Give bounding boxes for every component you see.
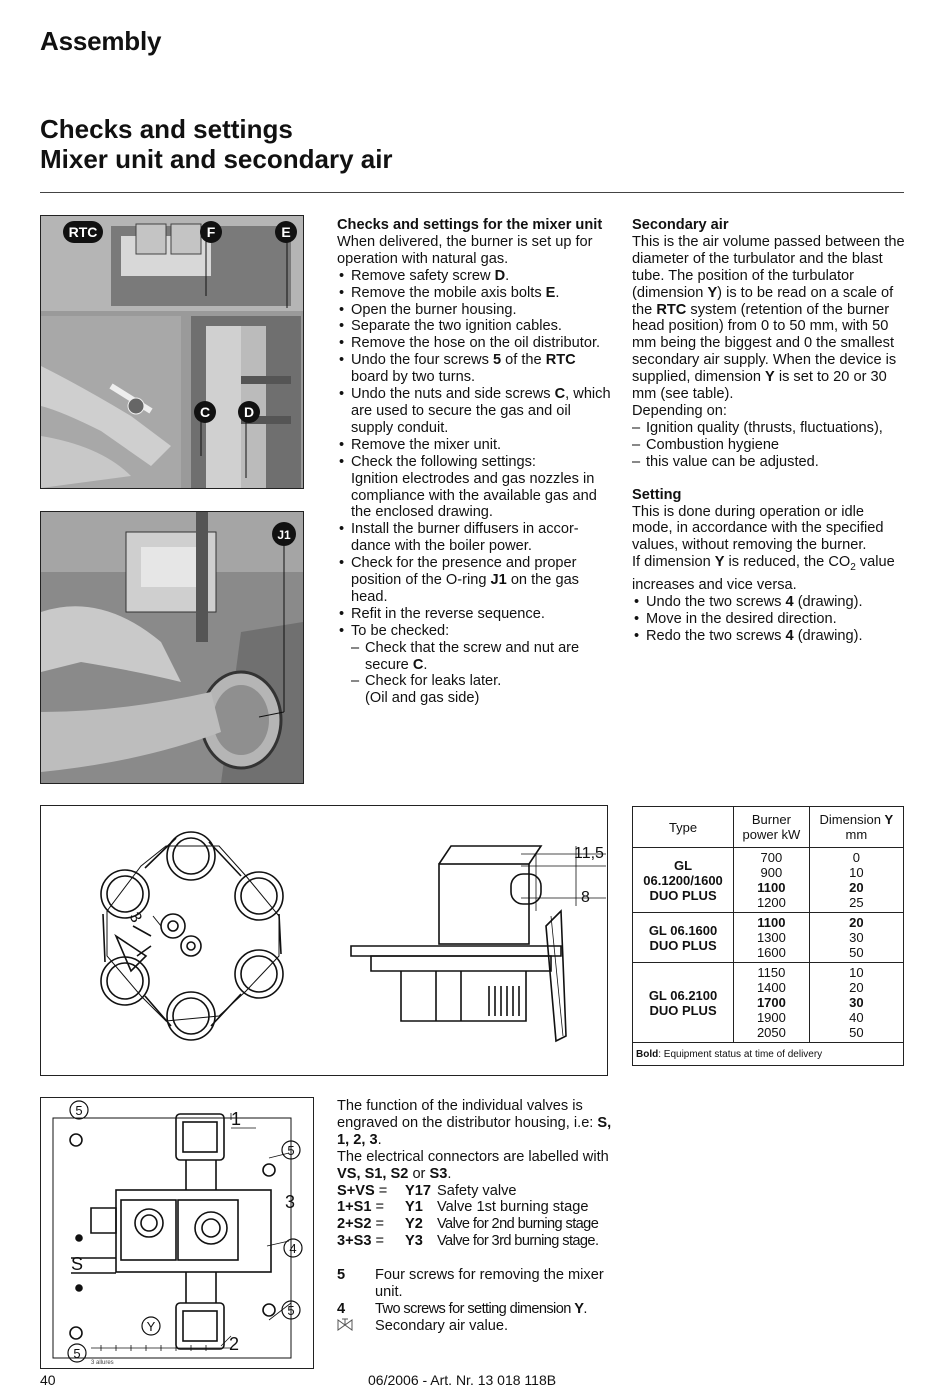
header-power: Burner power kW — [734, 807, 810, 848]
setting-co2: If dimension Y is reduced, the $CO_2$ value increases and vice versa. — [632, 554, 895, 594]
callout-c — [194, 401, 216, 423]
list-item: • Redo the two screws 4 (drawing). — [632, 628, 906, 645]
article-number: 06/2006 - Art. Nr. 13 018 118B — [368, 1372, 557, 1388]
mixer-intro: When delivered, the burner is set up for operation with natural gas. — [337, 233, 593, 267]
photo-mixer-unit-top — [40, 215, 304, 489]
secondary-heading: Secondary air — [632, 217, 729, 233]
svg-text:Y: Y — [146, 1319, 156, 1334]
svg-text:C: C — [199, 404, 211, 420]
legend-row: 2+S2 = Y2 Valve for 2nd burning stage — [337, 1216, 599, 1233]
page-heading-line1: Checks and settings — [40, 114, 293, 144]
page-number: 40 — [40, 1372, 56, 1388]
svg-text:5: 5 — [287, 1143, 295, 1158]
secondary-air-table — [632, 806, 904, 1066]
valve-legend — [337, 1098, 622, 1337]
cell-power: 1100 1300 1600 — [734, 913, 810, 963]
cell-power: 700 900 1100 1200 — [734, 848, 810, 913]
callout-e — [275, 221, 297, 243]
header-dimension: Dimension Y mm — [809, 807, 903, 848]
list-item: • Remove safety screw D. — [337, 268, 612, 285]
drawing-gas-distributor — [40, 1097, 314, 1369]
check-list — [351, 640, 612, 708]
setting-heading: Setting — [632, 486, 682, 503]
svg-text:5: 5 — [75, 1103, 83, 1118]
legend-row: S+VS = Y17 Safety valve — [337, 1182, 517, 1199]
label-s: S — [71, 1254, 84, 1274]
label-y — [142, 1317, 160, 1335]
list-item: • Open the burner housing. — [337, 302, 612, 319]
header-type: Type — [633, 807, 734, 848]
mixer-checks-column — [337, 217, 612, 707]
list-item: • Install the burner diffusers in accor-dance with the boiler power. — [337, 521, 612, 555]
svg-text:E: E — [281, 224, 291, 240]
table-row — [633, 848, 904, 913]
svg-text:F: F — [206, 224, 216, 240]
section-title: Assembly — [40, 26, 162, 56]
legend-row: 1+S1 = Y1 Valve 1st burning stage — [337, 1199, 589, 1216]
svg-text:D: D — [243, 404, 255, 420]
callout-f — [200, 221, 222, 243]
depending-list — [632, 420, 906, 471]
cell-power: 1150 1400 1700 1900 2050 — [734, 963, 810, 1043]
label-3: 3 — [285, 1192, 296, 1212]
list-item: • Check the following settings: Ignition electrodes and gas nozzles in compliance with the available gas and the enclosed drawing. — [337, 454, 612, 522]
setting-steps — [632, 594, 906, 645]
list-item: • Undo the four screws 5 of the RTC board by two turns. — [337, 352, 612, 386]
page-heading — [40, 114, 393, 174]
dim-3: 3 — [125, 909, 145, 926]
scale-text: 3 allures — [91, 1360, 114, 1366]
callout-d — [238, 401, 260, 423]
callout-j1 — [272, 522, 296, 546]
dim-8: 8 — [581, 889, 590, 906]
cell-dimension: 0 10 20 25 — [809, 848, 903, 913]
svg-text:4: 4 — [289, 1241, 297, 1256]
table-note: Bold: Equipment status at time of delivery — [633, 1043, 904, 1066]
drawing-burner-head — [40, 805, 608, 1076]
list-item: • To be checked: – Check that the screw and nut are secure C. – Check for leaks later. (Oil and gas side) — [337, 623, 612, 708]
cell-dimension: 20 30 50 — [809, 913, 903, 963]
cell-type: GL 06.1200/1600 DUO PLUS — [633, 848, 734, 913]
list-item: – Check for leaks later. (Oil and gas side) — [351, 673, 612, 707]
svg-text:5: 5 — [287, 1303, 295, 1318]
list-item: – Ignition quality (thrusts, fluctuations), — [632, 420, 906, 437]
valve-symbol-icon — [337, 1318, 353, 1332]
label-5-right-bottom — [282, 1301, 300, 1319]
label-4 — [284, 1239, 302, 1257]
list-item: • Remove the mobile axis bolts E. — [337, 285, 612, 302]
list-item: – this value can be adjusted. — [632, 454, 906, 471]
cell-dimension: 10 20 30 40 50 — [809, 963, 903, 1043]
cell-type: GL 06.1600 DUO PLUS — [633, 913, 734, 963]
depending-label: Depending on: — [632, 402, 727, 419]
list-item: – Check that the screw and nut are secure C. — [351, 640, 612, 674]
list-item: • Move in the desired direction. — [632, 611, 906, 628]
label-1: 1 — [231, 1109, 242, 1129]
photo-o-ring-j1 — [40, 511, 304, 784]
legend-row: 3+S3 = Y3 Valve for 3rd burning stage. — [337, 1233, 599, 1250]
list-item: • Undo the two screws 4 (drawing). — [632, 594, 906, 611]
setting-description: This is done during operation or idle mode, in accordance with the specified values, without removing the burner. — [632, 503, 884, 554]
list-item: • Remove the mixer unit. — [337, 437, 612, 454]
list-item: • Refit in the reverse sequence. — [337, 606, 612, 623]
svg-text:RTC: RTC — [68, 224, 98, 240]
label-5-right-top — [282, 1141, 300, 1159]
svg-text:5: 5 — [73, 1346, 81, 1361]
list-item: • Undo the nuts and side screws C, which are used to secure the gas and oil supply conduit. — [337, 386, 612, 437]
legend-p2: The electrical connectors are labelled with VS, S1, S2 or S3. — [337, 1148, 609, 1182]
list-item: • Check for the presence and proper position of the O-ring J1 on the gas head. — [337, 555, 612, 606]
label-5-bottom-left — [68, 1344, 86, 1362]
cell-type: GL 06.2100 DUO PLUS — [633, 963, 734, 1043]
dim-11-5: 11,5 — [574, 845, 604, 862]
page-heading-line2: Mixer unit and secondary air — [40, 144, 393, 174]
label-5-top-left — [70, 1101, 88, 1119]
mixer-heading: Checks and settings for the mixer unit — [337, 217, 603, 233]
label-2: 2 — [229, 1334, 240, 1354]
legend-item-5: 5 Four screws for removing the mixer unit. — [337, 1267, 604, 1301]
legend-p1: The function of the individual valves is engraved on the distributor housing, i.e: S, 1, 2, 3. — [337, 1098, 612, 1148]
list-item: – Combustion hygiene — [632, 437, 906, 454]
heading-divider — [40, 192, 904, 193]
list-item: • Remove the hose on the oil distributor. — [337, 335, 612, 352]
table-row — [633, 913, 904, 963]
legend-item-4: 4 Two screws for setting dimension Y. — [337, 1300, 587, 1317]
legend-rows — [337, 1183, 622, 1251]
callout-rtc — [63, 221, 103, 243]
secondary-description: This is the air volume passed between the diameter of the turbulator and the blast tube. The position of the turbulator (dimension Y) is to be read on a scale of the RTC system (retention of the burner head position) from 0 to 50 mm, with 50 mm being the biggest and 0 the smallest secondary air supply. When the device is supplied, dimension Y is set to 20 or 30 mm (see table). — [632, 233, 905, 403]
mixer-steps — [337, 268, 612, 708]
secondary-air-column — [632, 217, 906, 645]
svg-text:J1: J1 — [277, 528, 291, 542]
legend-item-air-value: Secondary air value. — [337, 1318, 622, 1337]
list-item: • Separate the two ignition cables. — [337, 318, 612, 335]
table-row — [633, 963, 904, 1043]
